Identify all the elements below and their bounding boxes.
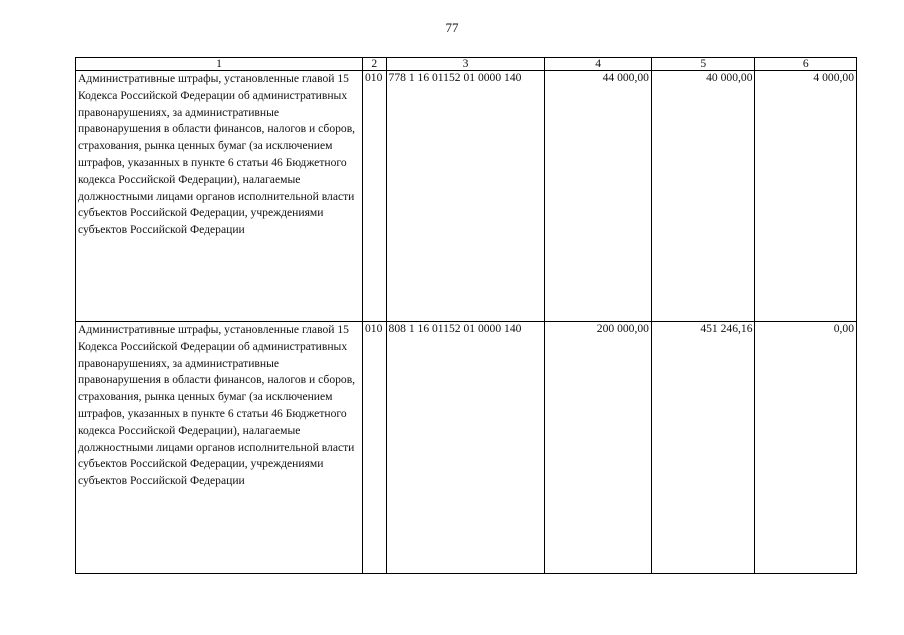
header-row — [76, 58, 857, 71]
row-budget-code: 808 1 16 01152 01 0000 140 — [386, 322, 545, 574]
row-line-code: 010 — [362, 71, 386, 322]
table-row — [76, 71, 857, 322]
row-budget-code: 778 1 16 01152 01 0000 140 — [386, 71, 545, 322]
row-amount-col4: 200 000,00 — [545, 322, 652, 574]
budget-table — [75, 57, 857, 574]
page-number: 77 — [445, 20, 459, 35]
row-amount-col6: 4 000,00 — [755, 71, 857, 322]
row-amount-col5: 40 000,00 — [651, 71, 755, 322]
row-description: Административные штрафы, установленные главой 15 Кодекса Российской Федерации об административных правонарушениях, за административные правонарушения в области финансов, налогов и сборов, страхования, рынка ценных бумаг (за исключением штрафов, указанных в пункте 6 статьи 46 Бюджетного кодекса Российской Федерации), налагаемые должностными лицами органов исполнительной власти субъектов Российской Федерации, учреждениями субъектов Российской Федерации — [76, 322, 363, 574]
row-line-code: 010 — [362, 322, 386, 574]
row-amount-col4: 44 000,00 — [545, 71, 652, 322]
header-col-4: 4 — [545, 58, 652, 71]
header-col-2: 2 — [362, 58, 386, 71]
table-body — [76, 71, 857, 574]
header-col-6: 6 — [755, 58, 857, 71]
header-col-5: 5 — [651, 58, 755, 71]
table-row — [76, 322, 857, 574]
row-amount-col5: 451 246,16 — [651, 322, 755, 574]
row-description: Административные штрафы, установленные главой 15 Кодекса Российской Федерации об административных правонарушениях, за административные правонарушения в области финансов, налогов и сборов, страхования, рынка ценных бумаг (за исключением штрафов, указанных в пункте 6 статьи 46 Бюджетного кодекса Российской Федерации), налагаемые должностными лицами органов исполнительной власти субъектов Российской Федерации, учреждениями субъектов Российской Федерации — [76, 71, 363, 322]
row-amount-col6: 0,00 — [755, 322, 857, 574]
header-col-1: 1 — [76, 58, 363, 71]
table-header — [76, 58, 857, 71]
header-col-3: 3 — [386, 58, 545, 71]
